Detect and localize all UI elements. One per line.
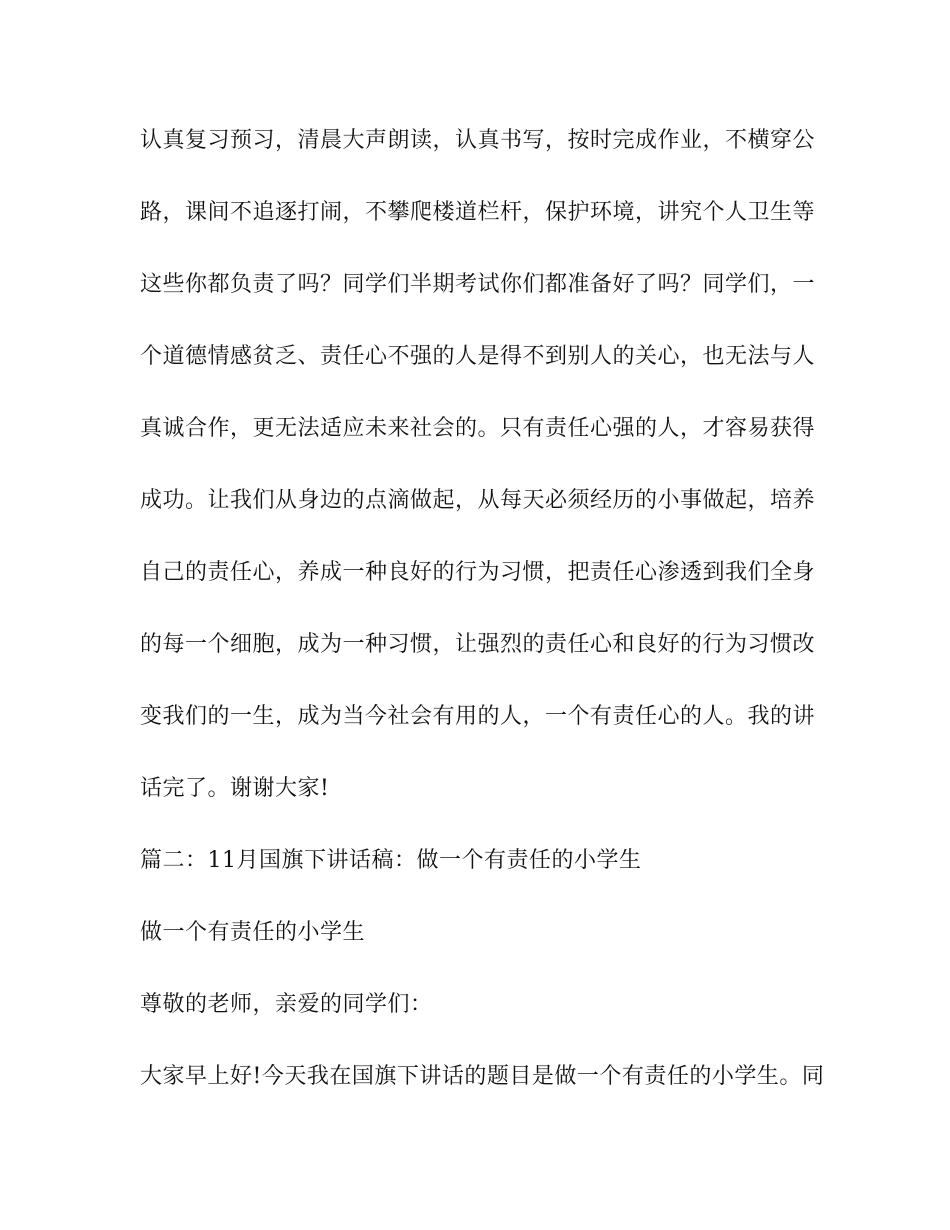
body-line-8: 的每一个细胞，成为一种习惯，让强烈的责任心和良好的行为习惯改	[140, 632, 816, 657]
salutation: 尊敬的老师，亲爱的同学们：	[140, 992, 433, 1017]
body-line-9: 变我们的一生，成为当今社会有用的人，一个有责任心的人。我的讲	[140, 704, 816, 729]
body-line-1: 认真复习预习，清晨大声朗读，认真书写，按时完成作业，不横穿公	[140, 128, 816, 153]
body-line-4: 个道德情感贫乏、责任心不强的人是得不到别人的关心，也无法与人	[140, 344, 816, 369]
body-line-5: 真诚合作，更无法适应未来社会的。只有责任心强的人，才容易获得	[140, 416, 816, 441]
speech-title: 做一个有责任的小学生	[140, 920, 366, 945]
body-line-2: 路，课间不追逐打闹，不攀爬楼道栏杆，保护环境，讲究个人卫生等	[140, 200, 816, 225]
body-line-7: 自己的责任心，养成一种良好的行为习惯，把责任心渗透到我们全身	[140, 560, 816, 585]
body-line-6: 成功。让我们从身边的点滴做起，从每天必须经历的小事做起，培养	[140, 488, 816, 513]
body-line-3: 这些你都负责了吗？同学们半期考试你们都准备好了吗？同学们，一	[140, 272, 816, 297]
opening-line: 大家早上好!今天我在国旗下讲话的题目是做一个有责任的小学生。同	[140, 1064, 825, 1089]
section-heading: 篇二：11月国旗下讲话稿：做一个有责任的小学生	[140, 848, 642, 873]
body-line-10: 话完了。谢谢大家!	[140, 776, 330, 801]
